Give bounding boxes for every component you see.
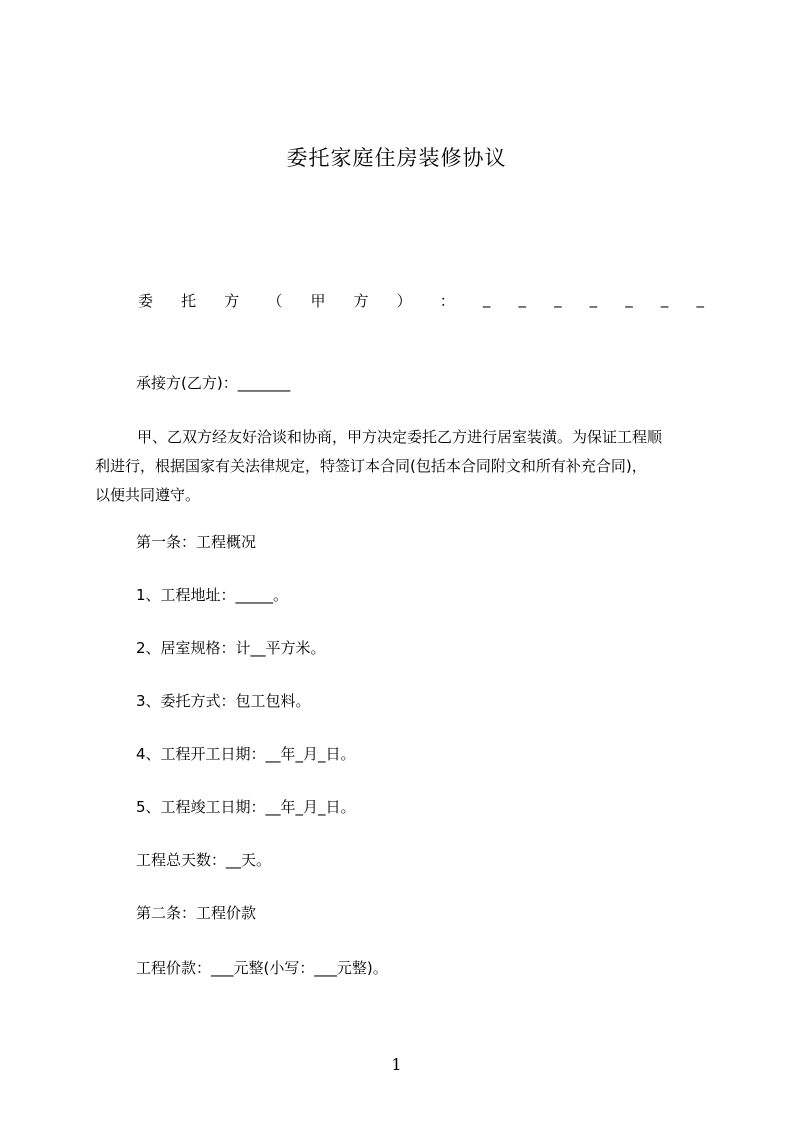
item-start-date: 4、工程开工日期：__年_月_日。 [136,745,356,763]
party-a-char: ） [396,292,412,310]
article-1-heading: 第一条：工程概况 [136,533,257,551]
preamble-line: 甲、乙双方经友好洽谈和协商，甲方决定委托乙方进行居室装潢。为保证工程顺 [137,428,663,446]
party-a-blank: _ [518,290,526,308]
party-a-char: ： [439,292,455,310]
party-a-char: 托 [181,292,197,310]
document-title: 委托家庭住房装修协议 [286,146,507,170]
party-a-blank: _ [554,290,562,308]
preamble-paragraph [95,423,705,510]
party-b-line: 承接方(乙方)：_______ [136,374,291,392]
item-room-size: 2、居室规格：计__平方米。 [136,639,326,657]
total-days: 工程总天数：__天。 [136,851,272,869]
article-2-heading: 第二条：工程价款 [136,904,257,922]
party-a-char: 方 [353,292,369,310]
party-a-char: （ [267,292,283,310]
item-completion-date: 5、工程竣工日期：__年_月_日。 [136,798,356,816]
party-a-char: 委 [138,292,154,310]
item-commission-method: 3、委托方式：包工包料。 [136,692,311,710]
preamble-line: 利进行，根据国家有关法律规定，特签订本合同(包括本合同附文和所有补充合同)， [95,457,647,475]
page-number: 1 [391,1055,402,1074]
preamble-line: 以便共同遵守。 [95,486,201,504]
party-a-blank: _ [482,290,491,308]
party-a-blank: _ [589,290,598,308]
project-price: 工程价款：___元整(小写：___元整)。 [136,959,388,977]
party-a-blank: _ [660,290,669,308]
item-project-address: 1、工程地址：_____。 [136,586,289,604]
party-a-char: 甲 [310,292,326,310]
party-a-char: 方 [224,292,240,310]
party-a-line [138,290,704,311]
party-a-blank: _ [696,290,704,308]
party-a-blank: _ [625,290,633,308]
